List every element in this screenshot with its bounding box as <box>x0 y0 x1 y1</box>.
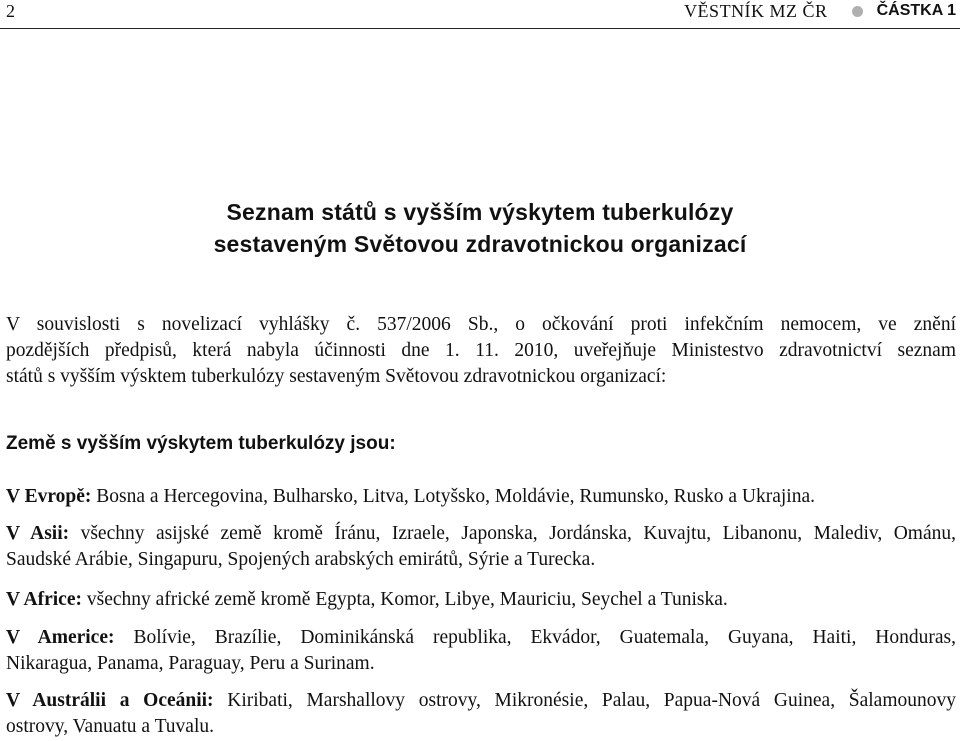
page-number: 2 <box>6 1 15 21</box>
intro-line-1: V souvislosti s novelizací vyhlášky č. 537/2006 Sb., o očkování proti infekčním nemocem, ve znění <box>6 314 956 335</box>
section-heading: Země s vyšším výskytem tuberkulózy jsou: <box>6 433 396 454</box>
region-america-text: Bolívie, Brazílie, Dominikánská republika, Ekvádor, Guatemala, Guyana, Haiti, Honduras, <box>114 627 956 648</box>
region-europe-label: V Evropě: <box>6 486 92 507</box>
header-right <box>684 0 956 22</box>
region-asia <box>6 521 956 573</box>
region-america-label: V Americe: <box>6 627 115 648</box>
region-africa-text: všechny africké země kromě Egypta, Komor, Libye, Mauriciu, Seychel a Tuniska. <box>81 589 728 610</box>
region-africa-line-1 <box>6 587 956 613</box>
region-america-line-1 <box>6 625 956 651</box>
title-line-2: sestaveným Světovou zdravotnickou organizací <box>213 231 747 257</box>
region-europe-text: Bosna a Hercegovina, Bulharsko, Litva, Lotyšsko, Moldávie, Rumunsko, Rusko a Ukrajina. <box>91 486 815 507</box>
intro-line-2: pozdějších předpisů, která nabyla účinnosti dne 1. 11. 2010, uveřejňuje Ministestvo zdravotnictví seznam <box>6 340 956 361</box>
document-title <box>0 196 960 260</box>
intro-paragraph <box>6 312 956 390</box>
bullet-dot-icon <box>852 6 863 17</box>
region-australia-text: Kiribati, Marshallovy ostrovy, Mikronésie, Palau, Papua-Nová Guinea, Šalamounovy <box>213 690 956 711</box>
region-australia-label: V Austrálii a Oceánii: <box>6 690 214 711</box>
region-asia-text: všechny asijské země kromě Íránu, Izraele, Japonska, Jordánska, Kuvajtu, Libanonu, Malediv, Ománu, <box>69 523 956 544</box>
region-africa <box>6 587 956 613</box>
header-rule <box>0 28 960 29</box>
region-america <box>6 625 956 677</box>
title-line-1: Seznam států s vyšším výskytem tuberkulózy <box>226 199 734 225</box>
issue-part: ČÁSTKA 1 <box>876 2 956 19</box>
region-asia-label: V Asii: <box>6 523 70 544</box>
page-header <box>0 0 960 22</box>
region-africa-label: V Africe: <box>6 589 82 610</box>
region-europe-line-1 <box>6 484 956 510</box>
journal-name: VĚSTNÍK MZ ČR <box>684 1 828 21</box>
region-australia <box>6 688 956 740</box>
region-america-line-2: Nikaragua, Panama, Paraguay, Peru a Surinam. <box>6 653 375 674</box>
region-asia-line-1 <box>6 521 956 547</box>
intro-line-3: států s vyšším výsktem tuberkulózy sestaveným Světovou zdravotnickou organizací: <box>6 366 667 387</box>
region-asia-line-2: Saudské Arábie, Singapuru, Spojených arabských emirátů, Sýrie a Turecka. <box>6 549 596 570</box>
region-australia-line-2: ostrovy, Vanuatu a Tuvalu. <box>6 716 215 737</box>
region-australia-line-1 <box>6 688 956 714</box>
region-europe <box>6 484 956 510</box>
